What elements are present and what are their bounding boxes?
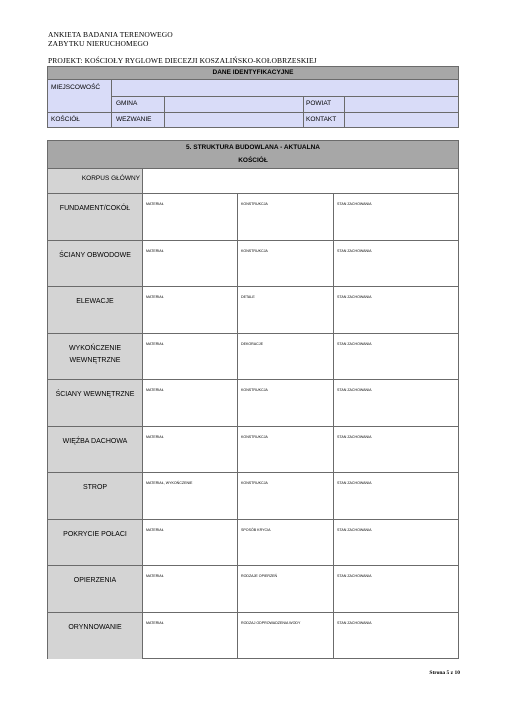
condition-field[interactable]: STAN ZACHOWANIA: [337, 481, 372, 485]
row-label-text: ORYNNOWANIE: [68, 623, 122, 631]
korpus-label: KORPUS GŁÓWNY: [48, 169, 143, 193]
row-label-text: WYKOŃCZENIE WEWNĘTRZNE: [68, 344, 122, 364]
structure-row: [48, 334, 458, 381]
identification-title: DANE IDENTYFIKACYJNE: [48, 67, 458, 80]
divider: [164, 96, 165, 128]
construction-field[interactable]: KONSTRUKCJA: [238, 473, 334, 519]
structure-header: [48, 141, 458, 169]
material-field[interactable]: MATERIAŁ: [143, 566, 238, 612]
row-label: [48, 520, 143, 566]
powiat-label: POWIAT: [306, 100, 332, 107]
condition-field[interactable]: STAN ZACHOWANIA: [337, 295, 372, 299]
structure-row: [48, 613, 458, 660]
construction-field[interactable]: KONSTRUKCJA: [238, 194, 334, 240]
row-label: [48, 287, 143, 333]
material-field[interactable]: MATERIAŁ: [143, 287, 238, 333]
divider: [48, 112, 459, 113]
structure-table: [47, 140, 459, 659]
divider: [303, 96, 304, 128]
construction-field[interactable]: RODZAJ ODPROWADZENIA WODY: [238, 613, 334, 660]
condition-field[interactable]: STAN ZACHOWANIA: [337, 574, 372, 578]
row-label: [48, 427, 143, 473]
row-label: [48, 334, 143, 380]
condition-field[interactable]: STAN ZACHOWANIA: [337, 434, 372, 439]
row-label-text: WIĘŹBA DACHOWA: [62, 437, 128, 445]
divider: [111, 80, 112, 128]
material-field[interactable]: MATERIAŁ: [143, 427, 238, 473]
construction-field[interactable]: KONSTRUKCJA: [238, 427, 334, 473]
structure-row: [48, 287, 458, 334]
gmina-label: GMINA: [116, 100, 138, 107]
row-label-text: STROP: [82, 484, 108, 491]
row-label-text: FUNDAMENT/COKÓŁ: [59, 205, 131, 212]
material-field[interactable]: MATERIAŁ: [143, 380, 238, 426]
structure-row: [48, 241, 458, 288]
material-field[interactable]: MATERIAŁ: [143, 194, 238, 240]
form-header: [48, 30, 173, 48]
material-field[interactable]: MATERIAŁ: [143, 241, 238, 287]
material-field[interactable]: MATERIAŁ: [143, 520, 238, 566]
form-title-line2: ZABYTKU NIERUCHOMEGO: [48, 39, 149, 48]
construction-field[interactable]: RODZAJE OPIERZEŃ: [238, 566, 334, 612]
construction-field[interactable]: DEKORACJE: [238, 334, 334, 380]
condition-field[interactable]: STAN ZACHOWANIA: [337, 248, 372, 253]
structure-row: [48, 473, 458, 520]
row-label: [48, 241, 143, 287]
construction-field[interactable]: KONSTRUKCJA: [238, 380, 334, 426]
form-title-line1: ANKIETA BADANIA TERENOWEGO: [48, 30, 173, 39]
structure-subtitle: KOŚCIÓŁ: [238, 157, 268, 164]
wezwanie-label: WEZWANIE: [116, 116, 152, 123]
row-label: [48, 380, 143, 426]
structure-row: [48, 380, 458, 427]
material-field[interactable]: MATERIAŁ, WYKOŃCZENIE: [143, 473, 238, 519]
material-field[interactable]: MATERIAŁ: [143, 334, 238, 380]
kontakt-label: KONTAKT: [306, 116, 337, 123]
condition-field[interactable]: STAN ZACHOWANIA: [337, 341, 372, 346]
structure-row: [48, 427, 458, 474]
kosciol-label: KOŚCIÓŁ: [51, 116, 80, 123]
miejscowosc-label: MIEJSCOWOŚĆ: [51, 84, 101, 91]
construction-field[interactable]: SPOSÓB KRYCIA: [238, 520, 334, 566]
row-label: [48, 194, 143, 240]
condition-field[interactable]: STAN ZACHOWANIA: [337, 620, 372, 625]
condition-field[interactable]: STAN ZACHOWANIA: [337, 388, 372, 392]
condition-field[interactable]: STAN ZACHOWANIA: [337, 202, 372, 206]
korpus-row: [48, 169, 458, 194]
row-label-text: ŚCIANY OBWODOWE: [59, 251, 131, 259]
row-label-text: ELEWACJE: [76, 298, 114, 305]
row-label-text: POKRYCIE POŁACI: [63, 530, 127, 538]
construction-field[interactable]: DETALE: [238, 287, 334, 333]
project-line: PROJEKT: KOŚCIOŁY RYGLOWE DIECEZJI KOSZALIŃSKO-KOŁOBRZESKIEJ: [48, 56, 317, 65]
row-label-text: ŚCIANY WEWNĘTRZNE: [55, 391, 135, 398]
divider: [344, 96, 345, 128]
row-label: [48, 473, 143, 519]
row-label: [48, 566, 143, 612]
row-label-text: OPIERZENIA: [73, 577, 117, 584]
structure-row: [48, 194, 458, 241]
identification-table: [47, 66, 459, 128]
structure-row: [48, 520, 458, 567]
condition-field[interactable]: STAN ZACHOWANIA: [337, 527, 372, 532]
construction-field[interactable]: KONSTRUKCJA: [238, 241, 334, 287]
structure-row: [48, 566, 458, 613]
material-field[interactable]: MATERIAŁ: [143, 613, 238, 660]
row-label: [48, 613, 143, 660]
structure-title: 5. STRUKTURA BUDOWLANA - AKTUALNA: [186, 144, 320, 151]
page-number: Strona 5 z 10: [429, 670, 460, 676]
